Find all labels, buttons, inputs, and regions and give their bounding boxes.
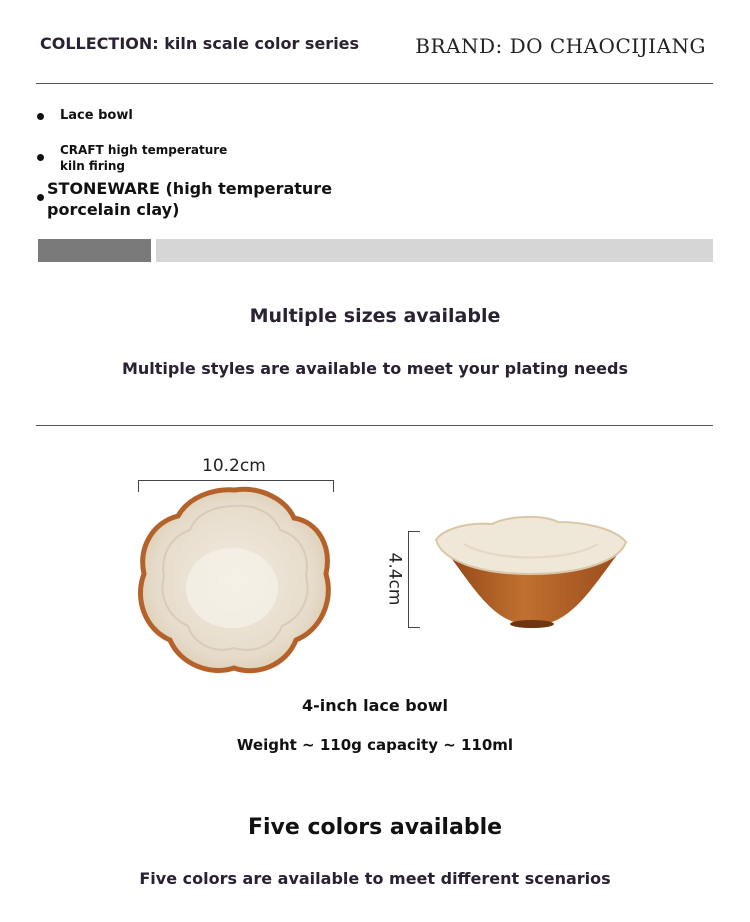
- brand-title: BRAND: DO CHAOCIJIANG: [415, 34, 706, 58]
- spec-craft-line1: CRAFT high temperature: [60, 143, 228, 157]
- bullet-icon: [37, 113, 44, 120]
- collection-title: COLLECTION: kiln scale color series: [40, 34, 360, 53]
- product-name: 4-inch lace bowl: [302, 696, 448, 715]
- spec-material-line1: STONEWARE (high temperature: [47, 179, 333, 198]
- spec-item-craft: [60, 142, 227, 174]
- colors-title: Five colors available: [247, 815, 503, 840]
- width-dimension-line: [138, 480, 334, 481]
- bowl-side-view-image: [434, 514, 628, 632]
- bullet-icon: [37, 194, 44, 201]
- height-dimension-line: [408, 531, 409, 628]
- height-dimension-tick-bottom: [408, 627, 420, 628]
- spec-material-line2: porcelain clay): [47, 200, 180, 219]
- height-dimension-tick-top: [408, 531, 420, 532]
- width-dimension-label: 10.2cm: [202, 456, 266, 476]
- product-details: Weight ~ 110g capacity ~ 110ml: [236, 736, 514, 754]
- accent-bar-dark: [38, 239, 151, 262]
- sizes-subtitle: Multiple styles are available to meet your plating needs: [121, 359, 628, 378]
- spec-item-material: [47, 178, 332, 220]
- height-dimension-label: 4.4cm: [384, 552, 405, 606]
- bullet-icon: [37, 154, 44, 161]
- bowl-top-view-image: [136, 484, 334, 676]
- accent-bar-light: [156, 239, 713, 262]
- section-divider: [36, 425, 713, 426]
- spec-craft-line2: kiln firing: [60, 159, 125, 173]
- header-divider: [36, 83, 713, 84]
- colors-subtitle: Five colors are available to meet different scenarios: [139, 869, 611, 888]
- spec-item-type: Lace bowl: [60, 108, 133, 123]
- sizes-title: Multiple sizes available: [249, 305, 501, 327]
